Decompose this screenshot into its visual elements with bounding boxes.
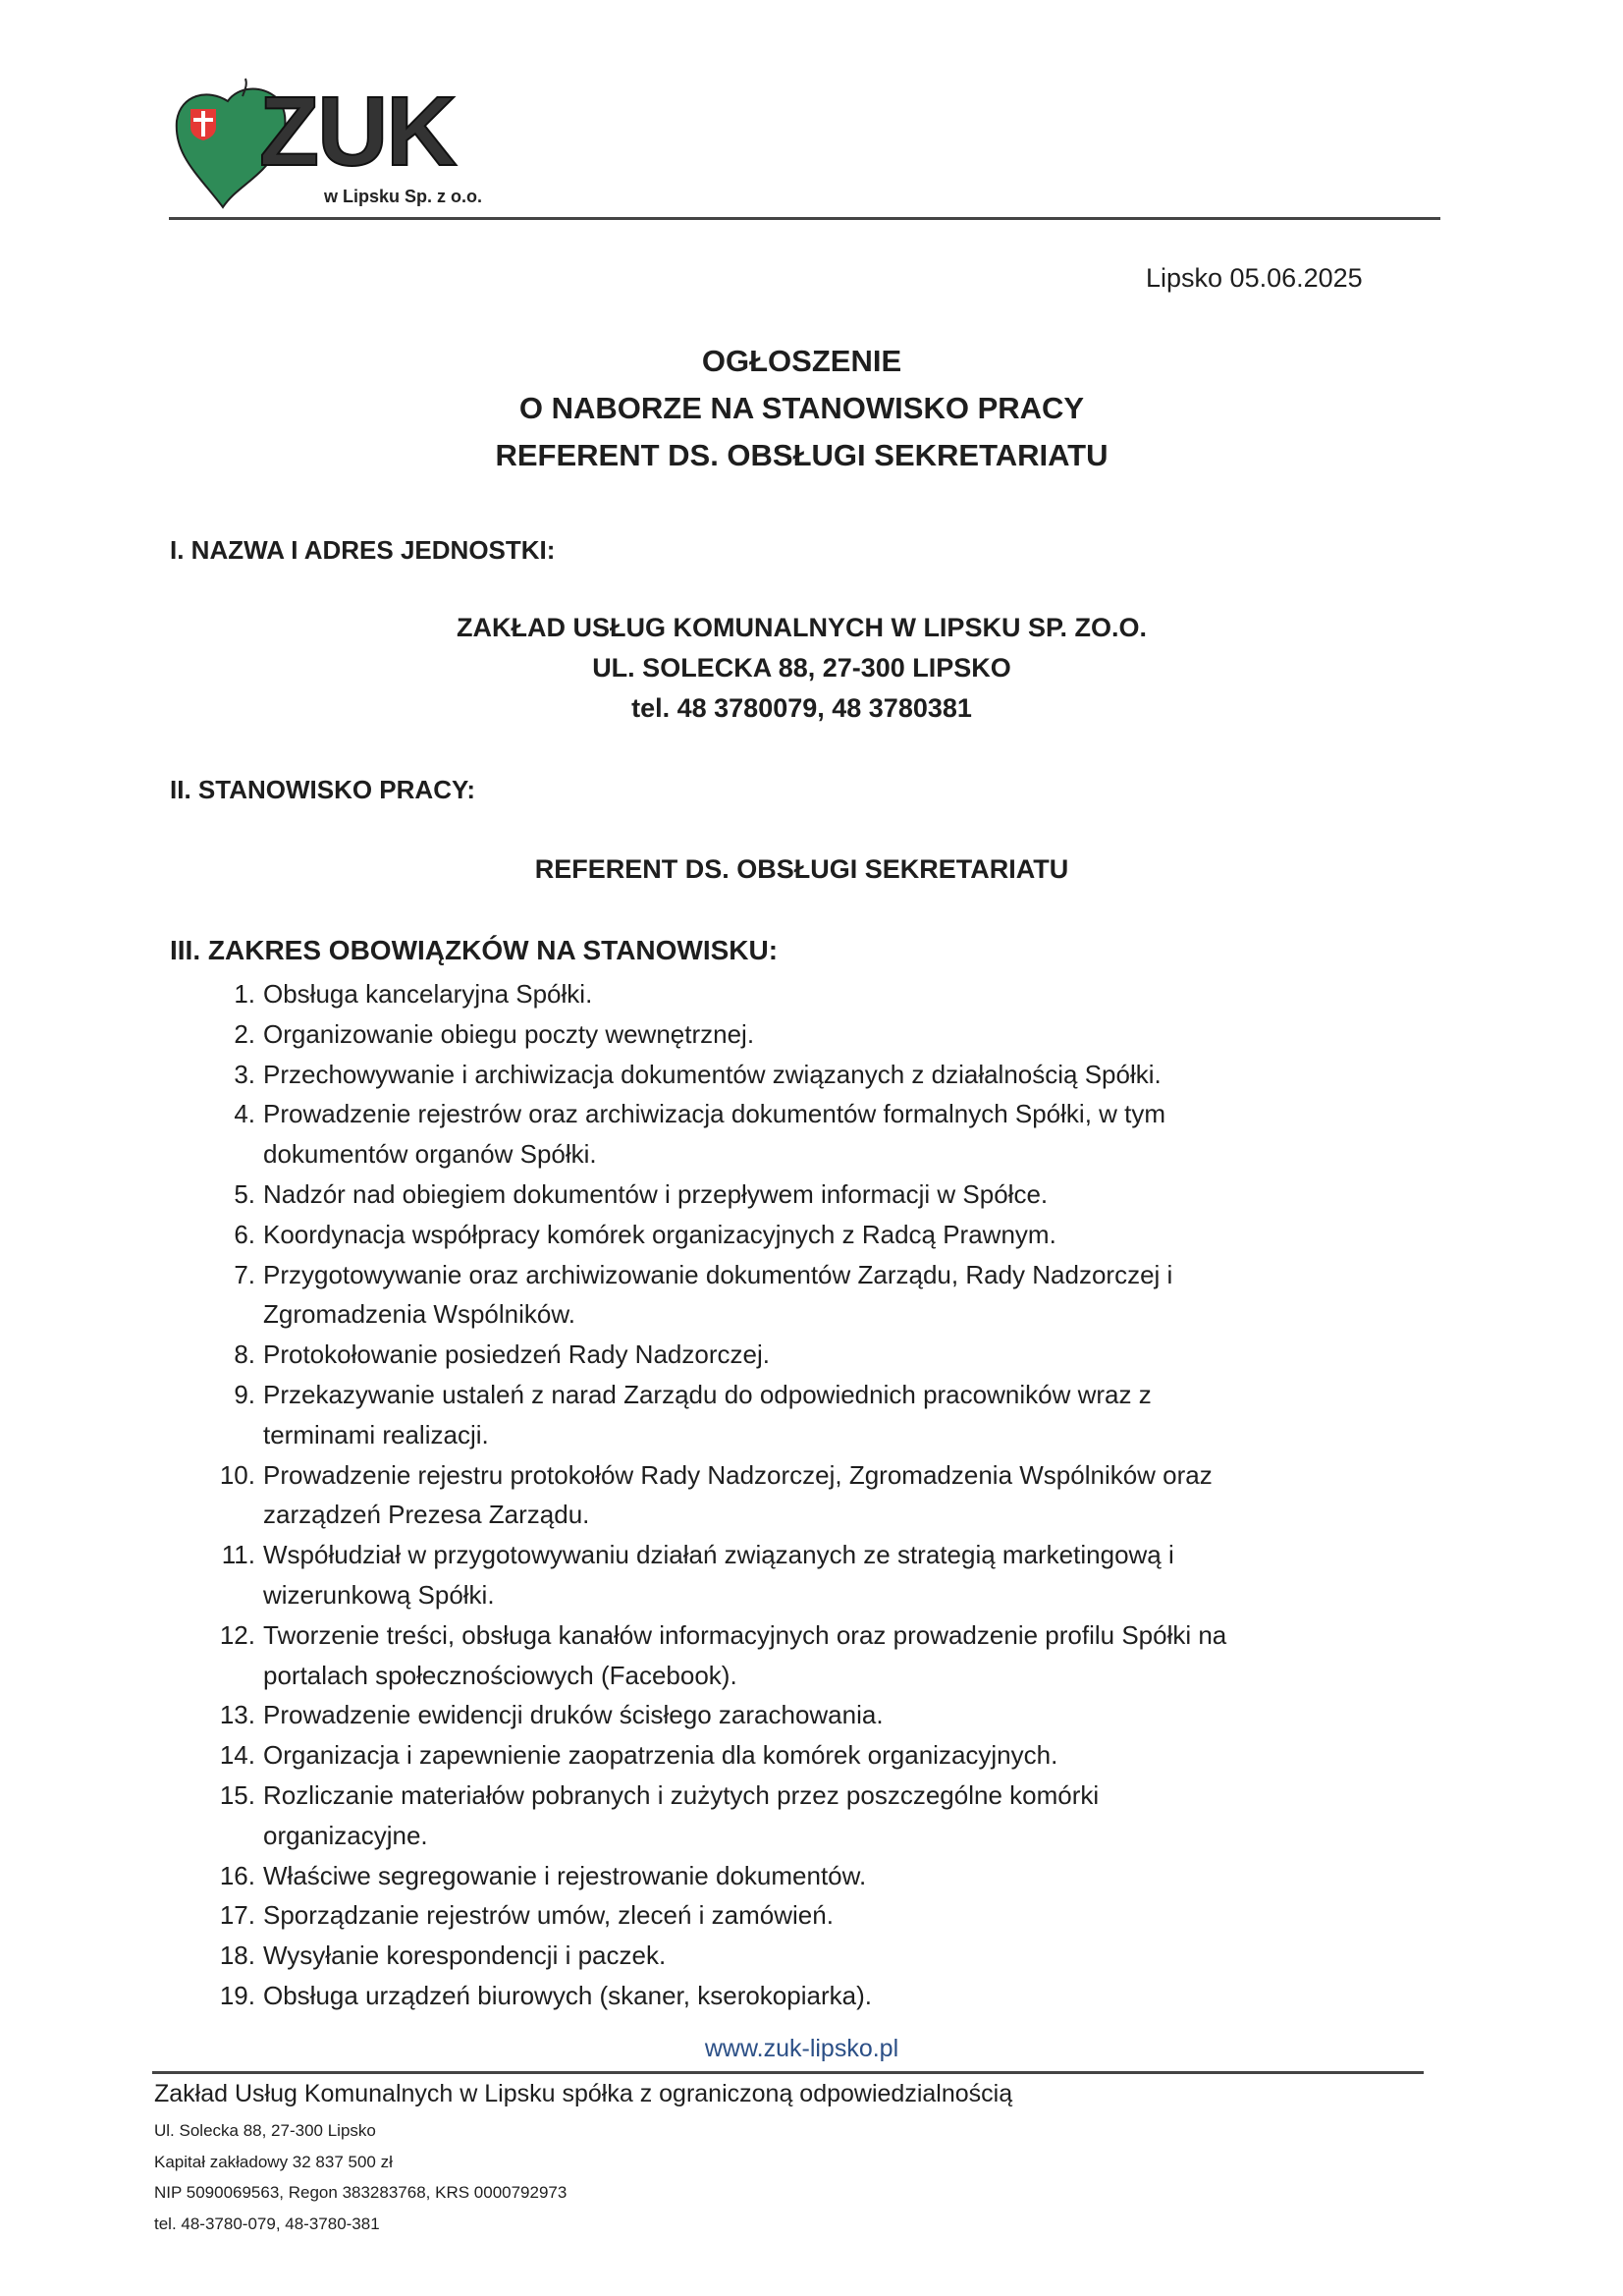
footer-address: Ul. Solecka 88, 27-300 Lipsko (154, 2121, 376, 2140)
duty-text: Nadzór nad obiegiem dokumentów i przepływem informacji w Spółce. (263, 1179, 1049, 1209)
duty-item (196, 1776, 1099, 1856)
duty-item (196, 1615, 1226, 1696)
section-1-heading: I. NAZWA I ADRES JEDNOSTKI: (170, 535, 556, 565)
duty-text: Przechowywanie i archiwizacja dokumentów związanych z działalnością Spółki. (263, 1059, 1162, 1089)
footer-divider (152, 2071, 1424, 2074)
duty-item (196, 1055, 1162, 1095)
duty-number: 3. (234, 1059, 255, 1089)
duty-item (196, 1094, 1165, 1175)
duty-number: 2. (234, 1018, 255, 1049)
duty-number: 12. (219, 1619, 255, 1650)
duty-item (196, 1895, 834, 1936)
footer-phone: tel. 48-3780-079, 48-3780-381 (154, 2214, 380, 2233)
duty-text: Tworzenie treści, obsługa kanałów informacyjnych oraz prowadzenie profilu Spółki na (263, 1619, 1227, 1650)
duty-text: Przekazywanie ustaleń z narad Zarządu do odpowiednich pracowników wraz z (263, 1380, 1152, 1409)
section-2-heading: II. STANOWISKO PRACY: (170, 775, 476, 804)
unit-address: UL. SOLECKA 88, 27-300 LIPSKO (592, 653, 1011, 683)
duty-number: 11. (221, 1540, 255, 1570)
duty-number: 10. (219, 1459, 255, 1490)
duty-text: Współudział w przygotowywaniu działań związanych ze strategią marketingową i (263, 1540, 1174, 1570)
duty-number: 5. (234, 1179, 255, 1209)
duty-text: Prowadzenie rejestrów oraz archiwizacja dokumentów formalnych Spółki, w tym (263, 1099, 1166, 1129)
company-logo (169, 77, 483, 214)
duty-item (196, 1335, 770, 1375)
duty-text: wizerunkową Spółki. (263, 1579, 495, 1610)
duty-number: 1. (234, 979, 255, 1009)
duty-number: 8. (234, 1339, 255, 1370)
duty-number: 19. (219, 1981, 255, 2010)
title-line-3: REFERENT DS. OBSŁUGI SEKRETARIATU (495, 438, 1109, 472)
unit-phone: tel. 48 3780079, 48 3780381 (631, 693, 972, 723)
title-line-2: O NABORZE NA STANOWISKO PRACY (518, 391, 1085, 425)
duty-text: Przygotowywanie oraz archiwizowanie dokumentów Zarządu, Rady Nadzorczej i (263, 1259, 1173, 1289)
logo-text: ZUK (259, 77, 456, 187)
unit-name: ZAKŁAD USŁUG KOMUNALNYCH W LIPSKU SP. ZO.O. (456, 613, 1147, 642)
duty-text: Właściwe segregowanie i rejestrowanie dokumentów. (263, 1860, 867, 1890)
duty-text: Prowadzenie rejestru protokołów Rady Nadzorczej, Zgromadzenia Wspólników oraz (263, 1459, 1213, 1490)
duty-item (196, 1014, 754, 1055)
duty-text: Organizacja i zapewnienie zaopatrzenia dla komórek organizacyjnych. (263, 1740, 1058, 1771)
duty-text: Wysyłanie korespondencji i paczek. (263, 1941, 667, 1971)
duty-item (196, 1215, 1056, 1255)
duty-item (196, 1255, 1172, 1336)
duty-number: 7. (234, 1259, 255, 1289)
duty-text: Rozliczanie materiałów pobranych i zużytych przez poszczególne komórki (263, 1780, 1100, 1810)
duty-text: Sporządzanie rejestrów umów, zleceń i zamówień. (263, 1900, 834, 1931)
duty-item (196, 1856, 866, 1896)
duty-text: zarządzeń Prezesa Zarządu. (263, 1500, 590, 1530)
duty-item (196, 1936, 666, 1976)
duty-number: 9. (234, 1380, 255, 1409)
duty-item (196, 1375, 1152, 1455)
duty-text: Protokołowanie posiedzeń Rady Nadzorczej. (263, 1339, 770, 1370)
footer-registry: NIP 5090069563, Regon 383283768, KRS 0000792973 (154, 2183, 568, 2202)
logo-subtitle: w Lipsku Sp. z o.o. (324, 187, 483, 206)
footer-capital: Kapitał zakładowy 32 837 500 zł (154, 2153, 393, 2171)
duty-text: portalach społecznościowych (Facebook). (263, 1660, 737, 1690)
duty-number: 18. (219, 1941, 255, 1971)
duty-item (196, 974, 592, 1014)
duty-number: 15. (219, 1780, 255, 1810)
duty-number: 6. (234, 1219, 255, 1249)
duty-text: organizacyjne. (263, 1820, 428, 1850)
duty-text: dokumentów organów Spółki. (263, 1139, 597, 1170)
duty-text: Obsługa urządzeń biurowych (skaner, kserokopiarka). (263, 1981, 872, 2010)
duty-item (196, 1976, 872, 2016)
position-name: REFERENT DS. OBSŁUGI SEKRETARIATU (534, 854, 1069, 884)
duty-number: 4. (234, 1099, 255, 1129)
duty-text: Obsługa kancelaryjna Spółki. (263, 979, 593, 1009)
duty-text: Organizowanie obiegu poczty wewnętrznej. (263, 1018, 755, 1049)
duty-item (196, 1695, 884, 1735)
header-divider (169, 217, 1440, 220)
footer-company: Zakład Usług Komunalnych w Lipsku spółka z ograniczoną odpowiedzialnością (154, 2080, 1013, 2107)
duty-text: Koordynacja współpracy komórek organizacyjnych z Radcą Prawnym. (263, 1219, 1056, 1249)
website-link[interactable]: www.zuk-lipsko.pl (704, 2035, 899, 2062)
title-line-1: OGŁOSZENIE (701, 344, 902, 378)
duty-number: 14. (219, 1740, 255, 1771)
date: Lipsko 05.06.2025 (1146, 263, 1363, 293)
duty-item (196, 1175, 1048, 1215)
duty-text: terminami realizacji. (263, 1419, 489, 1449)
duty-text: Prowadzenie ewidencji druków ścisłego zarachowania. (263, 1700, 884, 1730)
duty-item (196, 1535, 1174, 1615)
duty-item (196, 1735, 1057, 1776)
duty-text: Zgromadzenia Wspólników. (263, 1299, 575, 1330)
duty-item (196, 1455, 1213, 1536)
duty-number: 16. (219, 1860, 255, 1890)
duty-number: 13. (219, 1700, 255, 1730)
duty-number: 17. (219, 1900, 255, 1931)
section-3-heading: III. ZAKRES OBOWIĄZKÓW NA STANOWISKU: (170, 935, 779, 965)
